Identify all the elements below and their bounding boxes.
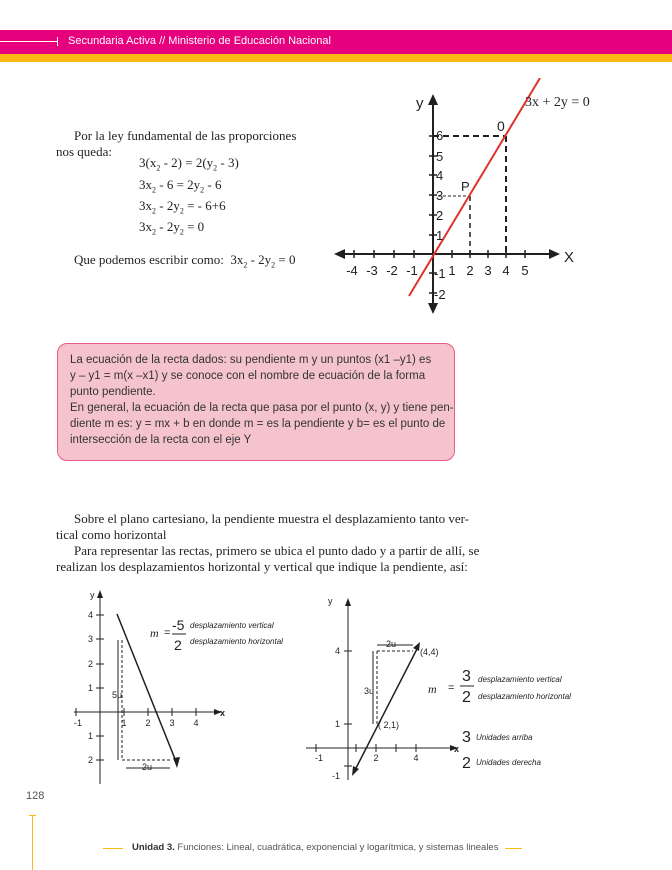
cartesian-graph-3 — [300, 590, 600, 790]
graph3-m: m — [428, 682, 437, 696]
graph3-x-label: x — [454, 744, 460, 754]
graph2-y-tick: 2 — [87, 755, 93, 765]
graph3-y-tick-labels — [332, 646, 340, 781]
graph3-y-arrow — [345, 598, 351, 606]
footer-rule-left — [103, 848, 123, 849]
graph3-y-tick: -1 — [331, 771, 340, 781]
rewrite-line: Que podemos escribir como: $3x_2 - 2y_2 = 0$ — [74, 252, 296, 270]
graph1-y-tick: -1 — [434, 266, 446, 281]
header-yellow-band — [0, 54, 672, 62]
box-line: diente m es: y = mx + b en donde m = es la pendiente y b= es el punto de — [70, 418, 446, 430]
graph3-eq: = — [448, 682, 455, 694]
graph3-up-text: Unidades arriba — [476, 733, 533, 742]
graph2-den-desc: desplazamiento horizontal — [190, 637, 283, 646]
graph1-point-label: P — [461, 179, 470, 194]
graph3-x-tick-labels — [315, 753, 419, 763]
box-line: intersección de la recta con el eje Y — [70, 434, 252, 446]
graph1-x-tick: 1 — [448, 263, 456, 278]
graph2-y-tick-labels — [88, 610, 93, 765]
graph1-origin-label: 0 — [497, 118, 505, 134]
graph3-line-arrow-down — [352, 766, 359, 776]
graph1-y-arrow — [428, 94, 438, 105]
graph1-y-tick: 4 — [436, 168, 444, 183]
intro-line-1: Por la ley fundamental de las proporciones — [74, 128, 297, 143]
graph2-x-tick-labels — [74, 718, 199, 728]
body-p1-line2: tical como horizontal — [56, 527, 167, 542]
graph2-x-tick: 1 — [121, 718, 127, 728]
graph2-y-tick: 2 — [87, 659, 93, 669]
body-p1-line1: Sobre el plano cartesiano, la pendiente muestra el desplazamiento tanto ver- — [74, 511, 470, 526]
graph3-up-num: 3 — [462, 729, 471, 746]
left-rule — [32, 815, 33, 870]
intro-line-2: nos queda: — [56, 144, 112, 159]
graph1-y-tick-labels — [434, 128, 446, 302]
page-number: 128 — [26, 790, 45, 802]
graph2-v-label: 5u — [112, 690, 123, 700]
graph1-line-label: 3x + 2y = 0 — [525, 95, 590, 110]
equation-4: $3x_2 - 2y_2 = 0$ — [139, 219, 205, 237]
graph3-y-tick: 1 — [334, 719, 340, 729]
graph2-line-arrow — [173, 757, 180, 768]
graph1-x-tick: -2 — [386, 263, 398, 278]
box-line: La ecuación de la recta dados: su pendiente m y un puntos (x1 –y1) es — [70, 354, 432, 366]
graph2-h-label: 2u — [142, 762, 153, 772]
graph2-x-label: x — [220, 708, 226, 718]
graph1-red-line — [409, 78, 540, 296]
graph2-m: m — [150, 626, 159, 640]
box-line: En general, la ecuación de la recta que pasa por el punto (x, y) y tiene pen- — [70, 402, 454, 414]
graph2-y-label: y — [90, 590, 95, 600]
graph1-y-tick: 6 — [436, 128, 444, 143]
graph3-h-label: 2u — [386, 639, 397, 649]
header-tick — [57, 37, 58, 46]
graph1-x-label: X — [564, 249, 575, 266]
graph2-x-tick: -1 — [73, 718, 83, 728]
header-rule — [0, 41, 58, 42]
graph3-den: 2 — [462, 689, 471, 706]
graph2-x-tick: 4 — [193, 718, 199, 728]
graph2-x-tick: 3 — [169, 718, 175, 728]
graph2-y-tick: 1 — [87, 731, 93, 741]
header-band — [0, 30, 672, 54]
footer-text: Unidad 3. Funciones: Lineal, cuadrática, exponencial y logarítmica, y sistemas lineales — [132, 842, 499, 853]
box-line: y – y1 = m(x –x1) y se conoce con el nombre de ecuación de la forma — [70, 370, 426, 382]
footer-rule-right — [505, 848, 522, 849]
graph1-x-arrow-left — [334, 249, 345, 259]
equation-2: $3x_2 - 6 = 2y_2 - 6$ — [139, 177, 222, 195]
graph3-x-tick: 4 — [413, 753, 419, 763]
graph1-y-arrow-down — [428, 303, 438, 314]
graph3-y-tick: 4 — [334, 646, 340, 656]
graph1-y-tick: 1 — [436, 228, 444, 243]
graph1-y-tick: 2 — [436, 208, 444, 223]
graph1-y-tick: 3 — [436, 188, 444, 203]
graph2-x-tick: 2 — [145, 718, 151, 728]
graph2-y-tick: 1 — [87, 683, 93, 693]
graph3-line-arrow — [413, 642, 420, 651]
graph1-x-tick: 2 — [466, 263, 474, 278]
equation-3: $3x_2 - 2y_2$ = - 6+6 — [139, 198, 226, 216]
equation-1: $3(x_2 - 2) = 2(y_2 - 3)$ — [139, 155, 239, 173]
body-p2-line1: Para representar las rectas, primero se ubica el punto dado y a partir de allí, se — [74, 543, 480, 558]
graph1-x-tick: 5 — [521, 263, 529, 278]
graph2-den: 2 — [174, 637, 182, 653]
graph1-y-tick: -2 — [434, 287, 446, 302]
graph1-y-label: y — [416, 95, 424, 112]
box-line: punto pendiente. — [70, 386, 156, 398]
cartesian-graph-2 — [60, 584, 300, 789]
graph3-den-desc: desplazamiento horizontal — [478, 692, 571, 701]
graph3-right-text: Unidades derecha — [476, 758, 541, 767]
definition-box — [57, 343, 455, 461]
graph3-v-label: 3u — [364, 686, 375, 696]
graph3-num: 3 — [462, 668, 471, 685]
graph2-y-tick: 3 — [87, 634, 93, 644]
graph2-y-arrow — [97, 590, 103, 598]
graph3-point-b: (4,4) — [420, 647, 439, 657]
cartesian-graph-1 — [330, 78, 620, 318]
graph2-eq: = — [164, 627, 171, 639]
graph1-x-tick: 3 — [484, 263, 492, 278]
graph1-y-tick: 5 — [436, 149, 444, 164]
graph3-point-a: ( 2,1) — [378, 720, 400, 730]
graph2-num: -5 — [172, 617, 185, 633]
graph1-x-tick: -3 — [366, 263, 378, 278]
graph1-x-tick: -1 — [406, 263, 418, 278]
graph2-y-tick: 4 — [87, 610, 93, 620]
graph3-y-label: y — [328, 596, 333, 606]
graph1-x-tick: -4 — [346, 263, 358, 278]
graph3-num-desc: desplazamiento vertical — [478, 675, 562, 684]
graph3-x-tick: -1 — [314, 753, 324, 763]
graph3-x-tick: 2 — [373, 753, 379, 763]
graph2-num-desc: desplazamiento vertical — [190, 621, 274, 630]
graph3-line — [354, 647, 418, 772]
graph1-x-arrow — [549, 249, 560, 259]
body-p2-line2: realizan los desplazamientos horizontal y vertical que indique la pendiente, así: — [56, 559, 468, 574]
header-text: Secundaria Activa // Ministerio de Educación Nacional — [68, 35, 331, 47]
graph3-right-num: 2 — [462, 755, 471, 772]
graph1-x-tick: 4 — [502, 263, 510, 278]
